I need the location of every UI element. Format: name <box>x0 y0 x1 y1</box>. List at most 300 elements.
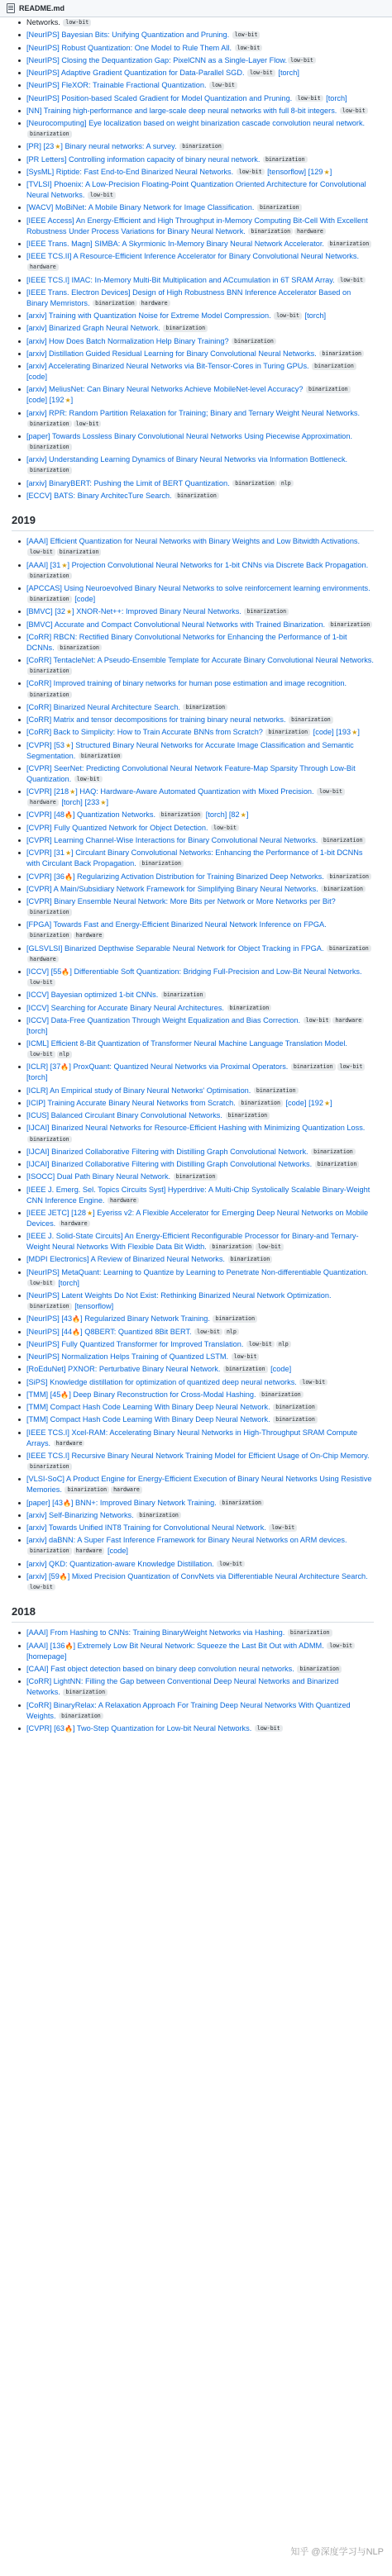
paper-link[interactable]: ] <box>329 167 332 176</box>
list-item <box>25 454 374 476</box>
tag-badge: low-bit <box>256 1243 284 1251</box>
list-item <box>25 848 374 869</box>
paper-link[interactable]: [CVPR] Learning Channel-Wise Interactions for Binary Convolutional Neural Networks. <box>26 835 320 844</box>
list-item <box>25 80 374 91</box>
paper-link[interactable]: ] Deep Binary Reconstruction for Cross-Modal Hashing. <box>69 1390 259 1399</box>
list-item <box>25 323 374 334</box>
star-icon: ★ <box>61 561 68 569</box>
paper-link[interactable]: [paper] [43 <box>26 1498 63 1507</box>
list-item <box>25 1641 374 1662</box>
list-item <box>25 43 374 54</box>
paper-link[interactable]: ] Quantization Networks. <box>72 810 158 820</box>
paper-link[interactable]: [CVPR] [218 <box>26 787 69 796</box>
paper-link[interactable]: ] Circulant Binary Convolutional Networks: Enhancing the Performance of 1-bit DCNNs with Circulant Back Propagation. <box>26 848 363 868</box>
tag-badge: binarization <box>226 1112 270 1119</box>
paper-link[interactable]: [arxiv] Binarized Graph Neural Network. <box>26 324 163 333</box>
list-item <box>25 678 374 700</box>
tag-badge: binarization <box>228 1256 273 1263</box>
paper-link[interactable]: [ECCV] BATS: Binary ArchitecTure Search. <box>26 491 174 500</box>
paper-link[interactable]: [AAAI] [136 <box>26 1641 65 1650</box>
list-item <box>25 1098 374 1109</box>
list-item <box>25 1559 374 1570</box>
tag-badge: hardware <box>59 1220 90 1228</box>
tag-badge: binarization <box>213 1315 257 1323</box>
tag-badge: binarization <box>248 228 293 235</box>
tag-badge: binarization <box>265 729 310 736</box>
fire-icon: 🔥 <box>59 1572 68 1580</box>
paper-link[interactable]: [code] <box>72 595 96 604</box>
paper-link[interactable]: [code] <box>26 373 48 382</box>
tag-badge: low-bit <box>247 69 275 77</box>
tag-badge: binarization <box>79 753 123 760</box>
paper-link[interactable]: [ICIP] Training Accurate Binary Neural Networks from Scratch. <box>26 1098 238 1107</box>
list-item <box>25 179 374 201</box>
paper-link[interactable]: [AAAI] From Hashing to CNNs: Training BinaryWeight Networks via Hashing. <box>26 1628 287 1637</box>
paper-link[interactable]: [IEEE Access] An Energy-Efficient and High Throughput in-Memory Computing Bit-Cell With Excellent Robustness Under Process Variations for Binary Neural Network. <box>26 216 368 235</box>
paper-link[interactable]: [PR] [23 <box>26 142 55 151</box>
list-item <box>25 491 374 501</box>
paper-link[interactable]: [NeurIPS] Normalization Helps Training of Quantized LSTM. <box>26 1352 231 1362</box>
paper-list <box>25 536 374 1593</box>
paper-link[interactable]: [torch] <box>26 1073 48 1082</box>
tag-badge: binarization <box>27 668 72 675</box>
paper-link[interactable]: [APCCAS] Using Neuroevolved Binary Neural Networks to solve reinforcement learning environments. <box>26 584 370 593</box>
item-text: Networks. <box>26 18 63 26</box>
list-item <box>25 431 374 453</box>
paper-link[interactable]: [TMM] Compact Hash Code Learning With Binary Deep Neural Network. <box>26 1403 273 1412</box>
list-item <box>25 1723 374 1734</box>
paper-link[interactable]: [tensorflow] <box>72 1302 114 1311</box>
list-item <box>25 1510 374 1521</box>
paper-link[interactable]: [CVPR] [36 <box>26 872 65 881</box>
tag-badge: hardware <box>139 300 170 307</box>
star-icon: ★ <box>323 1099 331 1107</box>
paper-link[interactable]: [torch] <box>275 69 299 77</box>
tag-badge: binarization <box>263 156 308 164</box>
tag-badge: binarization <box>321 837 366 844</box>
list-item <box>25 620 374 630</box>
tag-badge: binarization <box>27 932 72 939</box>
list-item <box>25 93 374 104</box>
paper-link[interactable]: [arxiv] Training with Quantization Noise for Extreme Model Compression. <box>26 311 274 321</box>
tag-badge: low-bit <box>327 1642 355 1650</box>
paper-link[interactable]: [ICUS] Balanced Circulant Binary Convolutional Networks. <box>26 1111 225 1120</box>
tag-badge: binarization <box>27 131 72 138</box>
tag-badge: binarization <box>254 1087 299 1095</box>
paper-link[interactable]: [torch] <box>26 1026 48 1035</box>
readme-header <box>0 0 392 17</box>
paper-link[interactable]: [ICLR] An Empirical study of Binary Neural Networks' Optimisation. <box>26 1086 253 1095</box>
paper-link[interactable]: [CVPR] Fully Quantized Network for Object Detection. <box>26 823 211 832</box>
watermark-text: 知乎 @深度学习与NLP <box>290 2547 384 2558</box>
star-icon: ★ <box>100 799 107 807</box>
list-item <box>25 1290 374 1312</box>
year-heading: 2018 <box>12 1604 374 1623</box>
paper-link[interactable]: ] Structured Binary Neural Networks for Accurate Image Classification and Semantic Segmentation. <box>26 740 354 760</box>
paper-link[interactable]: [CVPR] [48 <box>26 810 65 820</box>
tag-badge: hardware <box>27 956 59 963</box>
tag-badge: low-bit <box>217 1561 245 1568</box>
tag-badge: binarization <box>259 1391 304 1399</box>
list-item <box>25 349 374 359</box>
paper-link[interactable]: [MDPI Electronics] A Review of Binarized Neural Networks. <box>26 1255 227 1264</box>
star-icon: ★ <box>65 849 72 858</box>
tag-badge: binarization <box>273 1404 318 1411</box>
paper-link[interactable]: [torch] <box>55 1278 79 1287</box>
tag-badge: binarization <box>232 338 276 345</box>
paper-link[interactable]: [arxiv] daBNN: A Super Fast Inference Framework for Binary Neural Networks on ARM devices. <box>26 1536 347 1545</box>
list-item <box>25 1086 374 1096</box>
paper-link[interactable]: ] <box>246 810 249 820</box>
list-item <box>25 202 374 213</box>
tag-badge: binarization <box>238 1100 283 1107</box>
list-item <box>25 288 374 309</box>
tag-badge: binarization <box>27 1303 72 1310</box>
paper-link[interactable]: [ICCV] Searching for Accurate Binary Neural Architectures. <box>26 1003 227 1012</box>
paper-link[interactable]: [PR Letters] Controlling information capacity of binary neural network. <box>26 154 262 164</box>
paper-link[interactable]: [GLSVLSI] Binarized Depthwise Separable Neural Network for Object Tracking in FPGA. <box>26 943 327 953</box>
paper-link[interactable]: [NeurIPS] FleXOR: Trainable Fractional Quantization. <box>26 81 209 90</box>
paper-link[interactable]: [IEEE TCS.I] Recursive Binary Neural Network Training Model for Efficient Usage of On-Chip Memory. <box>26 1451 370 1460</box>
paper-link[interactable]: [SiPS] Knowledge distillation for optimization of quantized deep neural networks. <box>26 1377 299 1386</box>
paper-link[interactable]: [CAAI] Fast object detection based on binary deep convolution neural networks. <box>26 1664 297 1673</box>
tag-badge: low-bit <box>274 312 302 320</box>
paper-link[interactable]: [IJCAI] Binarized Neural Networks for Resource-Efficient Hashing with Minimizing Quantization Loss. <box>26 1124 366 1133</box>
star-icon: ★ <box>65 741 72 749</box>
paper-link[interactable]: [code] [192 <box>283 1098 323 1107</box>
paper-link[interactable]: ] <box>70 396 74 405</box>
tag-badge: binarization <box>289 716 333 724</box>
paper-link[interactable]: [ISOCC] Dual Path Binary Neural Network. <box>26 1172 173 1181</box>
paper-link[interactable]: [NeurIPS] Closing the Dequantization Gap: PixelCNN as a Single-Layer Flow. <box>26 55 288 64</box>
paper-link[interactable]: [arxiv] Towards Unified INT8 Training for Convolutional Neural Network. <box>26 1523 269 1533</box>
tag-badge: binarization <box>65 1486 109 1494</box>
list-item <box>25 1110 374 1121</box>
list-item <box>25 763 374 785</box>
paper-link[interactable]: [torch] [233 <box>59 798 100 807</box>
paper-link[interactable]: ] Regularized Binary Network Training. <box>80 1314 213 1324</box>
tag-badge: binarization <box>179 143 224 150</box>
tag-badge: binarization <box>139 860 184 867</box>
list-item <box>25 1352 374 1362</box>
paper-link[interactable]: [paper] Towards Lossless Binary Convolutional Neural Networks Using Piecewise Approximation. <box>26 432 353 440</box>
paper-link[interactable]: [NN] Training high-performance and large-scale deep neural networks with full 8-bit integers. <box>26 106 339 115</box>
tag-badge: binarization <box>312 363 356 370</box>
list-item <box>25 1038 374 1060</box>
tag-badge: low-bit <box>27 1584 55 1591</box>
paper-link[interactable]: [IEEE Trans. Electron Devices] Design of High Robustness BNN Inference Accelerator Based on Binary Memristors. <box>26 288 351 307</box>
list-item <box>25 1474 374 1495</box>
list-item <box>25 655 374 677</box>
tag-badge: low-bit <box>299 1379 327 1386</box>
tag-badge: binarization <box>223 1366 268 1373</box>
list-item <box>25 810 374 820</box>
tag-badge: hardware <box>74 932 105 939</box>
paper-link[interactable]: [torch] <box>303 311 327 321</box>
paper-link[interactable]: [TMM] [45 <box>26 1390 61 1399</box>
paper-link[interactable]: ] BNN+: Improved Binary Network Training. <box>70 1498 219 1507</box>
paper-link[interactable]: ] Q8BERT: Quantized 8Bit BERT. <box>80 1327 194 1336</box>
list-item <box>25 583 374 605</box>
paper-link[interactable]: [SysML] Riptide: Fast End-to-End Binarized Neural Networks. <box>26 167 236 176</box>
list-item <box>25 361 374 383</box>
paper-link[interactable]: [CVPR] [63 <box>26 1723 65 1732</box>
tag-badge: low-bit <box>27 1280 55 1287</box>
paper-link[interactable]: [arxiv] QKD: Quantization-aware Knowledge Distillation. <box>26 1559 217 1568</box>
tag-badge: binarization <box>209 1243 254 1251</box>
paper-link[interactable]: ] XNOR-Net++: Improved Binary Neural Networks. <box>72 607 244 616</box>
tag-badge: low-bit <box>27 1051 55 1058</box>
paper-link[interactable]: [IJCAI] Binarized Collaborative Filtering with Distilling Graph Convolutional Network. <box>26 1147 311 1156</box>
paper-link[interactable]: [IEEE Trans. Magn] SIMBA: A Skyrmionic In-Memory Binary Neural Network Accelerator. <box>26 239 327 248</box>
list-item <box>25 1003 374 1014</box>
paper-link[interactable]: [CVPR] SeerNet: Predicting Convolutional Neural Network Feature-Map Sparsity Through Low-Bit Quantization. <box>26 763 356 783</box>
list-item <box>25 154 374 165</box>
paper-link[interactable]: [code] <box>268 1365 292 1374</box>
paper-link[interactable]: [IJCAI] Binarized Collaborative Filtering with Distilling Graph Convolutional Networks. <box>26 1160 314 1169</box>
star-icon: ★ <box>240 811 246 820</box>
paper-link[interactable]: [NeurIPS] MetaQuant: Learning to Quantize by Learning to Penetrate Non-differentiable Quantization. <box>26 1267 369 1276</box>
list-item <box>25 1414 374 1425</box>
tag-badge: binarization <box>321 886 366 893</box>
paper-link[interactable]: [code] [192 <box>26 396 65 405</box>
paper-link[interactable]: ] ProxQuant: Quantized Neural Networks via Proximal Operators. <box>69 1062 290 1072</box>
tag-badge: binarization <box>327 945 371 953</box>
fire-icon: 🔥 <box>64 1724 73 1732</box>
paper-link[interactable]: ] <box>106 798 109 807</box>
paper-link[interactable]: [arxiv] MeliusNet: Can Binary Neural Networks Achieve MobileNet-level Accuracy? <box>26 385 306 394</box>
tag-badge: low-bit <box>27 549 55 556</box>
paper-link[interactable]: [AAAI] Efficient Quantization for Neural Networks with Binary Weights and Low Bitwidth Activations. <box>26 537 361 546</box>
tag-badge: binarization <box>163 325 208 332</box>
paper-link[interactable]: [CVPR] Binary Ensemble Neural Network: More Bits per Network or More Networks per Bit? <box>26 897 336 906</box>
paper-link[interactable]: [IEEE J. Emerg. Sel. Topics Circuits Syst] Hyperdrive: A Multi-Chip Systolically Scalable Binary-Weight CNN Inference Engine. <box>26 1185 370 1205</box>
paper-link[interactable]: [NeurIPS] Adaptive Gradient Quantization for Data-Parallel SGD. <box>26 69 247 77</box>
fire-icon: 🔥 <box>65 1642 74 1650</box>
tag-badge: binarization <box>27 444 72 451</box>
paper-link[interactable]: [CoRR] LightNN: Filling the Gap between Conventional Deep Neural Networks and Binarized Networks. <box>26 1677 339 1697</box>
paper-link[interactable]: [IEEE JETC] [128 <box>26 1208 86 1217</box>
paper-link[interactable]: [BMVC] Accurate and Compact Convolutional Neural Networks with Trained Binarization. <box>26 620 327 629</box>
tag-badge: binarization <box>288 1629 332 1637</box>
paper-link[interactable]: [TMM] Compact Hash Code Learning With Binary Deep Neural Network. <box>26 1415 273 1424</box>
paper-link[interactable]: [arxiv] Self-Binarizing Networks. <box>26 1510 136 1519</box>
list-item <box>25 823 374 834</box>
tag-badge: binarization <box>227 1005 272 1012</box>
tag-badge: binarization <box>27 692 72 699</box>
list-item <box>25 702 374 713</box>
tag-badge: binarization <box>57 549 102 556</box>
paper-link[interactable]: [WACV] MoBiNet: A Mobile Binary Network for Image Classification. <box>26 203 256 212</box>
paper-link[interactable]: [tensorflow] [129 <box>265 167 323 176</box>
list-item <box>25 536 374 558</box>
paper-link[interactable]: [arxiv] Accelerating Binarized Neural Networks via Bit-Tensor-Cores in Turing GPUs. <box>26 362 312 371</box>
paper-link[interactable]: [CoRR] Matrix and tensor decompositions for training binary neural networks. <box>26 715 289 725</box>
list-item <box>25 884 374 895</box>
tag-badge: low-bit <box>194 1328 222 1336</box>
tag-badge: binarization <box>327 240 372 248</box>
list-item <box>25 1451 374 1472</box>
paper-link[interactable]: [NeurIPS] Position-based Scaled Gradient for Model Quantization and Pruning. <box>26 93 294 102</box>
paper-link[interactable]: [arxiv] Distillation Guided Residual Learning for Binary Convolutional Neural Networks. <box>26 349 319 358</box>
paper-link[interactable]: ] <box>357 728 360 737</box>
paper-link[interactable]: [arxiv] BinaryBERT: Pushing the Limit of BERT Quantization. <box>26 478 232 487</box>
list-item <box>25 1390 374 1400</box>
tag-badge: low-bit <box>27 979 55 986</box>
paper-link[interactable]: [ICCV] Bayesian optimized 1-bit CNNs. <box>26 991 160 1000</box>
paper-link[interactable]: [CVPR] A Main/Subsidiary Network Framework for Simplifying Binary Neural Networks. <box>26 884 321 893</box>
fire-icon: 🔥 <box>60 1063 69 1072</box>
tag-badge: binarization <box>27 467 72 474</box>
tag-badge: binarization <box>59 1713 103 1720</box>
tag-badge: binarization <box>63 1689 108 1696</box>
tag-badge: binarization <box>159 811 203 819</box>
paper-link[interactable]: [torch] <box>323 93 347 102</box>
paper-link[interactable]: [NeurIPS] Bayesian Bits: Unifying Quantization and Pruning. <box>26 31 232 40</box>
list-item <box>25 943 374 965</box>
tag-badge: nlp <box>224 1328 239 1336</box>
tag-badge: binarization <box>27 596 72 603</box>
list-item <box>25 1123 374 1144</box>
paper-link[interactable]: [CVPR] [31 <box>26 848 65 858</box>
list-item <box>25 1402 374 1413</box>
paper-link[interactable]: [RoEduNet] PXNOR: Perturbative Binary Neural Network. <box>26 1365 222 1374</box>
list-item <box>25 55 374 66</box>
paper-link[interactable]: [ICCV] Data-Free Quantization Through Weight Equalization and Bias Correction. <box>26 1015 303 1024</box>
paper-link[interactable]: [CoRR] Binarized Neural Architecture Search. <box>26 702 183 711</box>
paper-link[interactable]: [TVLSI] Phoenix: A Low-Precision Floating-Point Quantization Oriented Architecture for Convolutional Neural Networks. <box>26 180 366 200</box>
tag-badge: hardware <box>27 799 59 806</box>
tag-badge: hardware <box>74 1547 105 1555</box>
list-item <box>25 106 374 116</box>
paper-link[interactable]: [CoRR] Improved training of binary networks for human pose estimation and image recognition. <box>26 679 347 688</box>
tag-badge: hardware <box>54 1440 85 1447</box>
tag-badge: binarization <box>27 1547 72 1555</box>
paper-link[interactable]: [arxiv] [59 <box>26 1571 60 1580</box>
paper-link[interactable]: [NeurIPS] Fully Quantized Transformer for Improved Translation. <box>26 1339 246 1348</box>
list-item <box>25 1254 374 1265</box>
paper-link[interactable]: [CoRR] TentacleNet: A Pseudo-Ensemble Template for Accurate Binary Convolutional Neural Networks. <box>26 656 374 665</box>
tag-badge: low-bit <box>337 1063 366 1071</box>
list-item <box>25 384 374 406</box>
list-item <box>25 1267 374 1289</box>
tag-badge: low-bit <box>340 107 368 115</box>
paper-link[interactable]: [CoRR] BinaryRelax: A Relaxation Approach For Training Deep Neural Networks With Quantized Weights. <box>26 1700 351 1720</box>
paper-link[interactable]: [CVPR] [53 <box>26 740 65 749</box>
fire-icon: 🔥 <box>72 1328 81 1336</box>
paper-link[interactable]: [BMVC] [32 <box>26 607 65 616</box>
list-item <box>25 967 374 988</box>
paper-link[interactable]: [FPGA] Towards Fast and Energy-Efficient Binarized Neural Network Inference on FPGA. <box>26 920 327 929</box>
tag-badge: low-bit <box>232 31 261 39</box>
list-item <box>25 1208 374 1229</box>
tag-badge: binarization <box>27 1136 72 1143</box>
list-item <box>25 68 374 78</box>
list-item <box>25 1015 374 1037</box>
list-item <box>25 727 374 738</box>
paper-link[interactable]: [NeurIPS] [43 <box>26 1314 73 1324</box>
star-icon: ★ <box>87 1209 93 1217</box>
star-icon: ★ <box>65 608 73 616</box>
tag-badge: low-bit <box>232 1353 260 1361</box>
paper-link[interactable]: ] Mixed Precision Quantization of ConvNets via Differentiable Neural Architecture Search. <box>67 1571 368 1580</box>
paper-link[interactable]: [arxiv] How Does Batch Normalization Help Binary Training? <box>26 336 232 345</box>
paper-link[interactable]: ] Extremely Low Bit Neural Network: Squeeze the Last Bit Out with ADMM. <box>73 1641 327 1650</box>
paper-link[interactable]: [VLSI-SoC] A Product Engine for Energy-Efficient Execution of Binary Neural Networks Using Resistive Memories. <box>26 1475 372 1495</box>
tag-badge: low-bit <box>288 57 316 64</box>
paper-link[interactable]: [homepage] <box>26 1652 67 1661</box>
paper-link[interactable]: [CoRR] Back to Simplicity: How to Train Accurate BNNs from Scratch? <box>26 728 265 737</box>
paper-link[interactable]: ] HAQ: Hardware-Aware Automated Quantization with Mixed Precision. <box>75 787 317 796</box>
tag-badge: binarization <box>232 480 277 487</box>
paper-link[interactable]: ] Differentiable Soft Quantization: Bridging Full-Precision and Low-Bit Neural Networks. <box>69 967 362 976</box>
paper-link[interactable]: ] Binary neural networks: A survey. <box>60 142 179 151</box>
list-item <box>25 1523 374 1533</box>
paper-link[interactable]: [Neurocomputing] Eye localization based on weight binarization cascade convolution neural network. <box>26 119 366 127</box>
tag-badge: binarization <box>136 1512 181 1519</box>
paper-link[interactable]: [arxiv] RPR: Random Partition Relaxation for Training; Binary and Ternary Weight Neural Networks. <box>26 408 361 417</box>
paper-link[interactable]: [AAAI] [31 <box>26 560 61 569</box>
fire-icon: 🔥 <box>64 872 73 881</box>
paper-link[interactable]: [NeurIPS] Latent Weights Do Not Exist: Rethinking Binarized Neural Network Optimization. <box>26 1291 332 1300</box>
tag-badge: low-bit <box>74 421 102 428</box>
paper-link[interactable]: [ICML] Efficient 8-Bit Quantization of Transformer Neural Machine Language Translation Model. <box>26 1039 347 1048</box>
star-icon: ★ <box>69 788 76 796</box>
paper-link[interactable]: [NeurIPS] [44 <box>26 1327 73 1336</box>
list-item <box>25 216 374 237</box>
paper-link[interactable]: [ICLR] [37 <box>26 1062 61 1072</box>
tag-badge: nlp <box>57 1051 72 1058</box>
list-item <box>25 1314 374 1324</box>
paper-link[interactable]: [code] [193 <box>311 728 351 737</box>
list-item <box>25 141 374 152</box>
list-item <box>25 1676 374 1698</box>
tag-badge: low-bit <box>211 825 239 832</box>
paper-link[interactable]: ] Eyeriss v2: A Flexible Accelerator for Emerging Deep Neural Networks on Mobile Devices. <box>26 1208 369 1228</box>
paper-link[interactable]: [ICCV] [55 <box>26 967 62 976</box>
list-item <box>25 1231 374 1252</box>
tag-badge: binarization <box>273 1416 318 1423</box>
tag-badge: hardware <box>27 264 59 271</box>
tag-badge: low-bit <box>255 1725 283 1732</box>
paper-link[interactable]: ] Two-Step Quantization for Low-bit Neural Networks. <box>72 1723 254 1732</box>
tag-badge: low-bit <box>269 1524 297 1532</box>
tag-badge: binarization <box>27 421 72 428</box>
paper-link[interactable]: [arxiv] Understanding Learning Dynamics of Binary Neural Networks via Information Bottleneck. <box>26 455 348 464</box>
list-item <box>25 167 374 178</box>
tag-badge: low-bit <box>235 45 263 52</box>
list-item <box>25 1377 374 1388</box>
list-item <box>25 1664 374 1675</box>
paper-link[interactable]: ] Projection Convolutional Neural Networks for 1-bit CNNs via Discrete Back Propagation. <box>67 560 369 569</box>
paper-link[interactable]: [IEEE TCS.I] IMAC: In-Memory Multi-Bit Multiplication and ACcumulation in 6T SRAM Array. <box>26 275 337 284</box>
tag-badge: nlp <box>276 1341 291 1348</box>
paper-link[interactable]: [IEEE J. Solid-State Circuits] An Energy-Efficient Reconfigurable Processor for Binary-and Ternary-Weight Neural Networks With Flexible Data Bit Width. <box>26 1232 359 1252</box>
paper-link[interactable]: [CoRR] RBCN: Rectified Binary Convolutional Networks for Enhancing the Performance of 1-bit DCNNs. <box>26 632 347 652</box>
tag-badge: binarization <box>27 909 72 916</box>
list-item <box>25 275 374 286</box>
paper-link[interactable]: [IEEE TCS.II] A Resource-Efficient Inference Accelerator for Binary Convolutional Neural Networks. <box>26 252 360 261</box>
paper-link[interactable]: ] Regularizing Activation Distribution for Training Binarized Deep Networks. <box>72 872 327 881</box>
paper-link[interactable]: ] <box>330 1098 332 1107</box>
paper-link[interactable]: [IEEE TCS.I] Xcel-RAM: Accelerating Binary Neural Networks in High-Throughput SRAM Compute Arrays. <box>26 1428 358 1447</box>
paper-link[interactable]: [torch] [82 <box>203 810 240 820</box>
fire-icon: 🔥 <box>72 1315 81 1324</box>
paper-link[interactable]: [NeurIPS] Robust Quantization: One Model to Rule Them All. <box>26 43 234 52</box>
list-item <box>25 990 374 1000</box>
paper-link[interactable]: [code] <box>105 1547 128 1556</box>
tag-badge: binarization <box>315 1161 360 1168</box>
